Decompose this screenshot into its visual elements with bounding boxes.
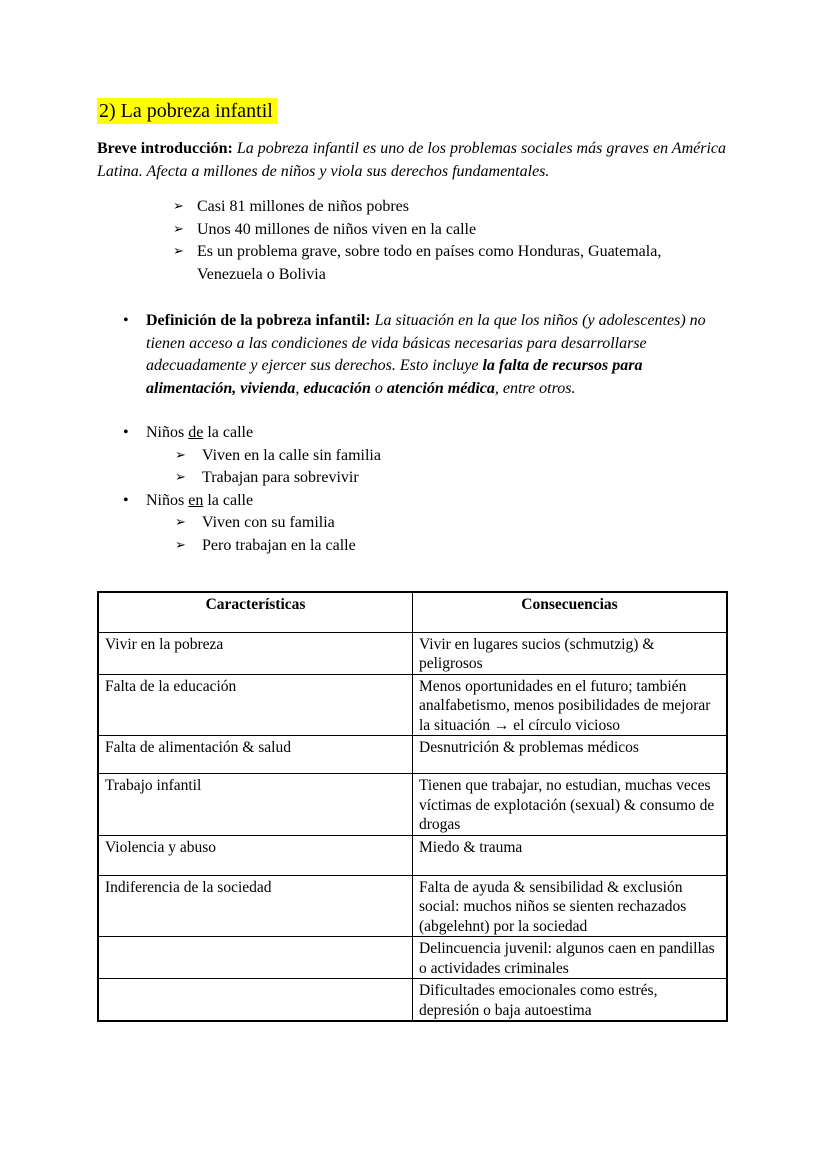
dot-bullet-icon: • — [123, 312, 129, 329]
arrow-bullet-icon: ➢ — [173, 221, 184, 237]
list-item — [175, 535, 728, 558]
definition-bold-phrase: educación — [303, 379, 371, 397]
arrow-bullet-icon: ➢ — [173, 244, 184, 259]
table-cell: Desnutrición & problemas médicos — [413, 736, 728, 774]
list-item — [123, 490, 728, 558]
definition-tail: , entre otros. — [494, 379, 576, 397]
definition-bold-phrase: la falta de recursos para alimentación, vivienda — [146, 357, 643, 397]
street-group-ninos-de-la-calle — [146, 422, 728, 490]
table-cell: Indiferencia de la sociedad — [98, 875, 413, 937]
definition-item — [123, 310, 728, 400]
facts-list — [173, 196, 728, 286]
arrow-bullet-icon: ➢ — [175, 447, 186, 463]
title-highlight: 2) La pobreza infantil — [97, 98, 277, 124]
table-cell: Falta de ayuda & sensibilidad & exclusión social: muchos niños se sienten rechazados (abgelehnt) por la sociedad — [413, 875, 728, 937]
dot-bullet-icon: • — [123, 424, 129, 441]
arrow-bullet-icon: ➢ — [173, 199, 184, 214]
street-label-pre: Niños — [146, 424, 189, 441]
table-cell: Vivir en lugares sucios (schmutzig) & peligrosos — [413, 632, 728, 674]
list-item — [175, 467, 728, 490]
intro-text: La pobreza infantil es uno de los problemas sociales más graves en América Latina. Afecta a millones de niños y viola sus derechos fundamentales. — [97, 140, 726, 180]
intro-label: Breve introducción: — [97, 140, 233, 157]
definition-bold-phrase: atención médica — [386, 379, 495, 397]
table-cell: Vivir en la pobreza — [98, 632, 413, 674]
street-subitem-text: Trabajan para sobrevivir — [202, 469, 359, 486]
list-item — [123, 422, 728, 490]
street-group-ninos-en-la-calle — [146, 490, 728, 558]
list-item — [173, 219, 728, 242]
list-item — [175, 445, 728, 468]
fact-text: Unos 40 millones de niños viven en la calle — [197, 220, 477, 238]
table-cell: Delincuencia juvenil: algunos caen en pandillas o actividades criminales — [413, 937, 728, 979]
street-sublist — [175, 512, 728, 557]
page-title — [97, 98, 728, 125]
table-row — [98, 979, 727, 1022]
street-children-section — [123, 422, 728, 557]
fact-text: Casi 81 millones de niños pobres — [197, 198, 409, 215]
street-sublist — [175, 445, 728, 490]
table-row — [98, 736, 727, 774]
street-subitem-text: Pero trabajan en la calle — [202, 536, 356, 554]
list-item — [173, 196, 728, 219]
table-cell: Trabajo infantil — [98, 774, 413, 836]
table-cell: Falta de la educación — [98, 674, 413, 736]
table-row — [98, 774, 727, 836]
table-row — [98, 937, 727, 979]
street-label-underlined: de — [188, 424, 204, 441]
table-cell: Menos oportunidades en el futuro; también analfabetismo, menos posibilidades de mejorar la situación → el círculo vicioso — [413, 674, 728, 736]
caracteristicas-consecuencias-table — [97, 591, 728, 1022]
arrow-bullet-icon: ➢ — [175, 515, 186, 530]
table-row — [98, 674, 727, 736]
definition-section — [123, 310, 728, 400]
table-row — [98, 875, 727, 937]
intro-paragraph — [97, 137, 728, 183]
table-row — [98, 835, 727, 875]
street-label-pre: Niños — [146, 491, 189, 509]
table-cell: Miedo & trauma — [413, 835, 728, 875]
fact-text: Es un problema grave, sobre todo en países como Honduras, Guatemala, Venezuela o Bolivia — [197, 243, 662, 283]
table-cell: Dificultades emocionales como estrés, depresión o baja autoestima — [413, 979, 728, 1022]
table-cell: Violencia y abuso — [98, 835, 413, 875]
table-cell — [98, 979, 413, 1022]
definition-body: La situación en la que los niños (y adolescentes) no tienen acceso a las condiciones de vida básicas necesarias para desarrollarse adecuadamente y ejercer sus derechos. Esto incluye — [146, 312, 706, 374]
table-header-row — [98, 592, 727, 632]
arrow-bullet-icon: ➢ — [175, 470, 186, 485]
table-cell: Tienen que trabajar, no estudian, muchas veces víctimas de explotación (sexual) & consumo de drogas — [413, 774, 728, 836]
definition-separator: o — [370, 379, 387, 397]
list-item — [175, 512, 728, 535]
definition-text — [146, 310, 728, 400]
street-subitem-text: Viven en la calle sin familia — [202, 446, 381, 464]
definition-separator: , — [295, 379, 304, 397]
table-header-consecuencias: Consecuencias — [413, 592, 728, 632]
list-item — [173, 241, 728, 286]
table-header-caracteristicas: Características — [98, 592, 413, 632]
table-cell: Falta de alimentación & salud — [98, 736, 413, 774]
street-subitem-text: Viven con su familia — [202, 514, 335, 531]
table-cell — [98, 937, 413, 979]
dot-bullet-icon: • — [123, 491, 129, 509]
street-label-post: la calle — [203, 491, 254, 509]
street-label-post: la calle — [203, 424, 254, 441]
arrow-bullet-icon: ➢ — [175, 537, 186, 553]
definition-label: Definición de la pobreza infantil: — [146, 312, 371, 329]
table-row — [98, 632, 727, 674]
street-label-underlined: en — [188, 491, 204, 509]
